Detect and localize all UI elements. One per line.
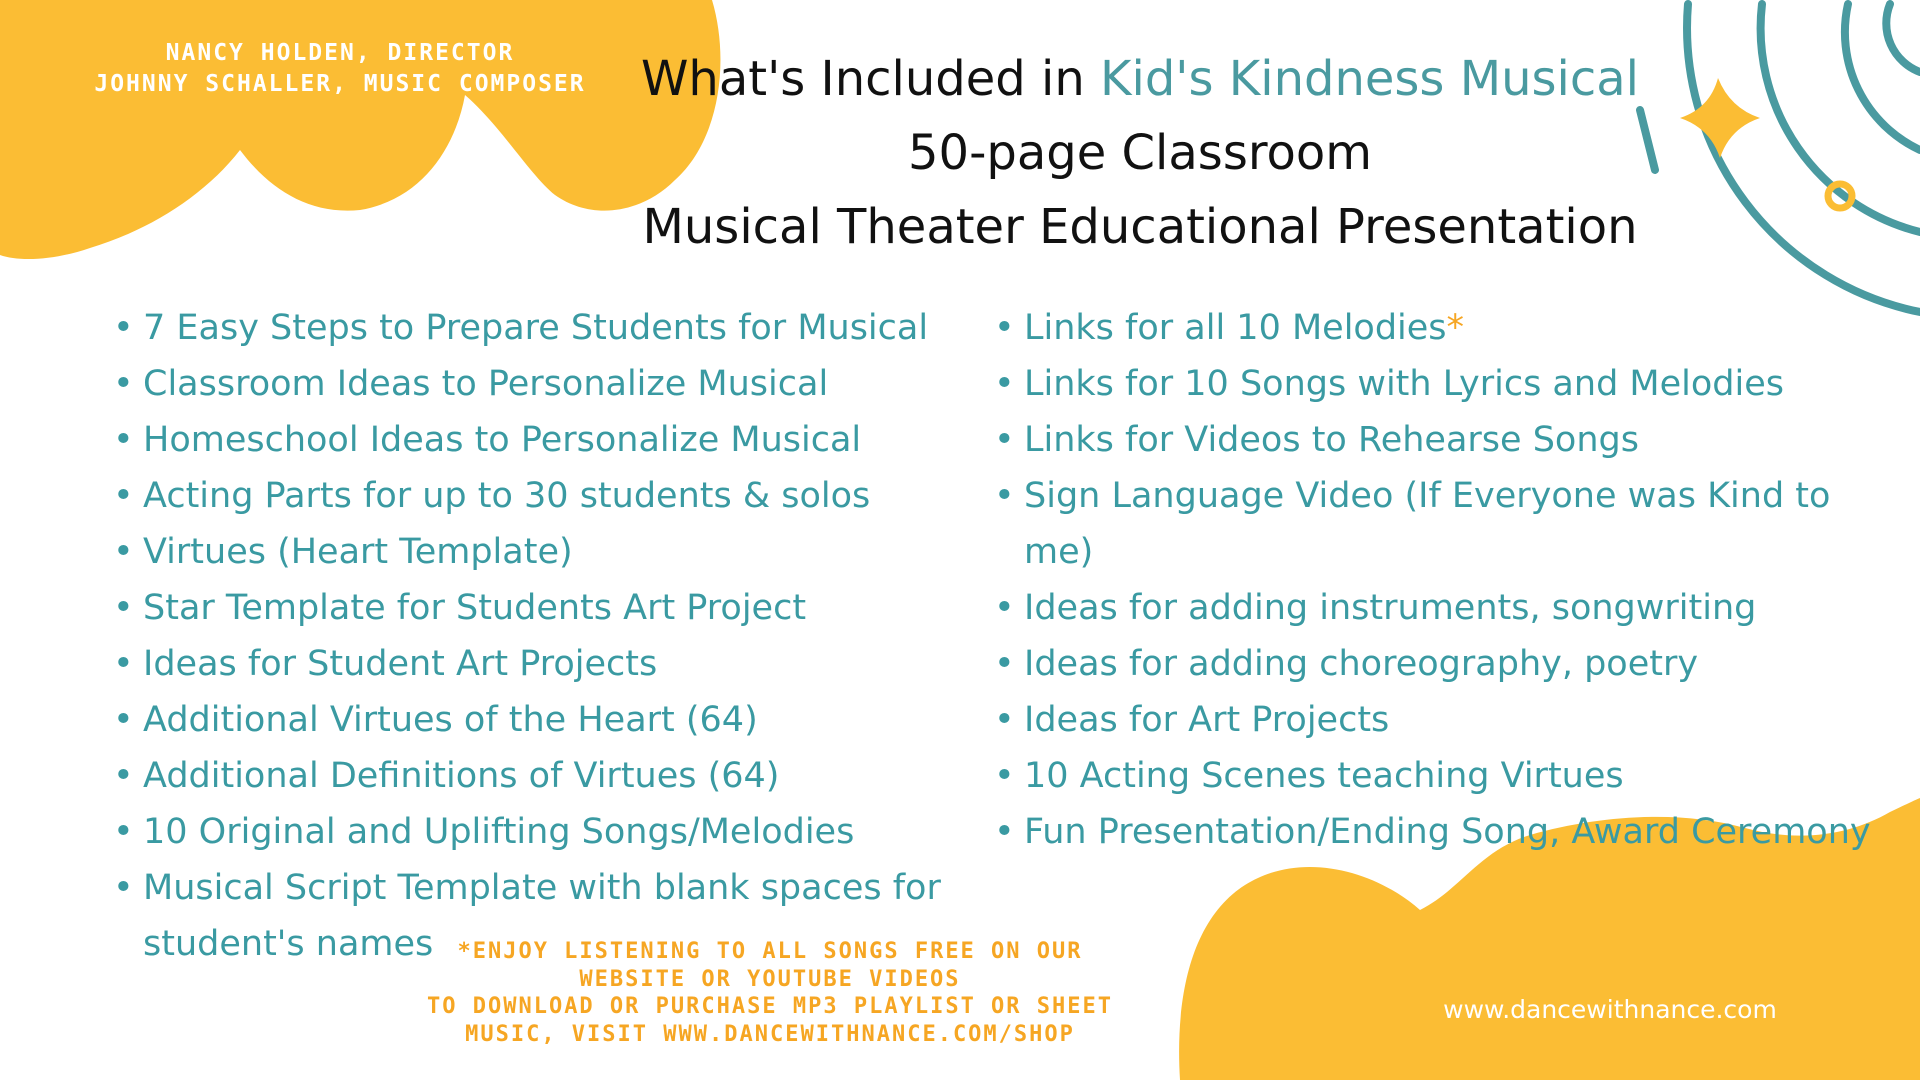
right-included-list bbox=[994, 300, 1874, 860]
list-item: • Ideas for adding instruments, songwriting bbox=[994, 580, 1874, 636]
credits bbox=[30, 38, 650, 100]
left-included-list bbox=[113, 300, 993, 972]
page-title bbox=[600, 42, 1680, 264]
list-item: • Ideas for adding choreography, poetry bbox=[994, 636, 1874, 692]
title-line-2: 50-page Classroom bbox=[908, 125, 1372, 181]
list-item: • Ideas for Student Art Projects bbox=[113, 636, 993, 692]
list-item: • 10 Original and Uplifting Songs/Melodies bbox=[113, 804, 993, 860]
list-item: • Acting Parts for up to 30 students & solos bbox=[113, 468, 993, 524]
note-line: MUSIC, VISIT WWW.DANCEWITHNANCE.COM/SHOP bbox=[465, 1021, 1075, 1047]
list-item: • Classroom Ideas to Personalize Musical bbox=[113, 356, 993, 412]
list-item: • Homeschool Ideas to Personalize Musical bbox=[113, 412, 993, 468]
list-item: • Star Template for Students Art Project bbox=[113, 580, 993, 636]
list-item: • Musical Script Template with blank spaces for student's names bbox=[113, 860, 993, 972]
director-credit: NANCY HOLDEN, DIRECTOR bbox=[165, 40, 515, 66]
title-prefix: What's Included in bbox=[640, 51, 1101, 107]
list-item: • Ideas for Art Projects bbox=[994, 692, 1874, 748]
list-item-text: Links for all 10 Melodies bbox=[1024, 308, 1447, 348]
website-link[interactable]: www.dancewithnance.com bbox=[1443, 995, 1777, 1024]
note-line: *ENJOY LISTENING TO ALL SONGS FREE ON OUR bbox=[457, 939, 1083, 964]
list-item: • Additional Definitions of Virtues (64) bbox=[113, 748, 993, 804]
note-line: TO DOWNLOAD OR PURCHASE MP3 PLAYLIST OR SHEET bbox=[426, 994, 1114, 1019]
title-line-1 bbox=[600, 42, 1680, 116]
title-line-3: Musical Theater Educational Presentation bbox=[642, 199, 1638, 255]
list-item: • 10 Acting Scenes teaching Virtues bbox=[994, 748, 1874, 804]
note-line: WEBSITE OR YOUTUBE VIDEOS bbox=[579, 966, 961, 992]
list-item: • Fun Presentation/Ending Song, Award Ceremony bbox=[994, 804, 1874, 860]
list-item bbox=[994, 300, 1874, 356]
teal-arcs bbox=[1640, 4, 1920, 312]
listening-note bbox=[380, 938, 1160, 1048]
asterisk-mark: * bbox=[1446, 308, 1465, 348]
list-item: • Links for 10 Songs with Lyrics and Melodies bbox=[994, 356, 1874, 412]
title-highlight: Kid's Kindness Musical bbox=[1100, 51, 1640, 107]
list-item: • 7 Easy Steps to Prepare Students for Musical bbox=[113, 300, 993, 356]
list-item: • Links for Videos to Rehearse Songs bbox=[994, 412, 1874, 468]
list-item: • Additional Virtues of the Heart (64) bbox=[113, 692, 993, 748]
list-item: • Virtues (Heart Template) bbox=[113, 524, 993, 580]
composer-credit: JOHNNY SCHALLER, MUSIC COMPOSER bbox=[94, 71, 586, 97]
list-item: • Sign Language Video (If Everyone was Kind to me) bbox=[994, 468, 1874, 580]
